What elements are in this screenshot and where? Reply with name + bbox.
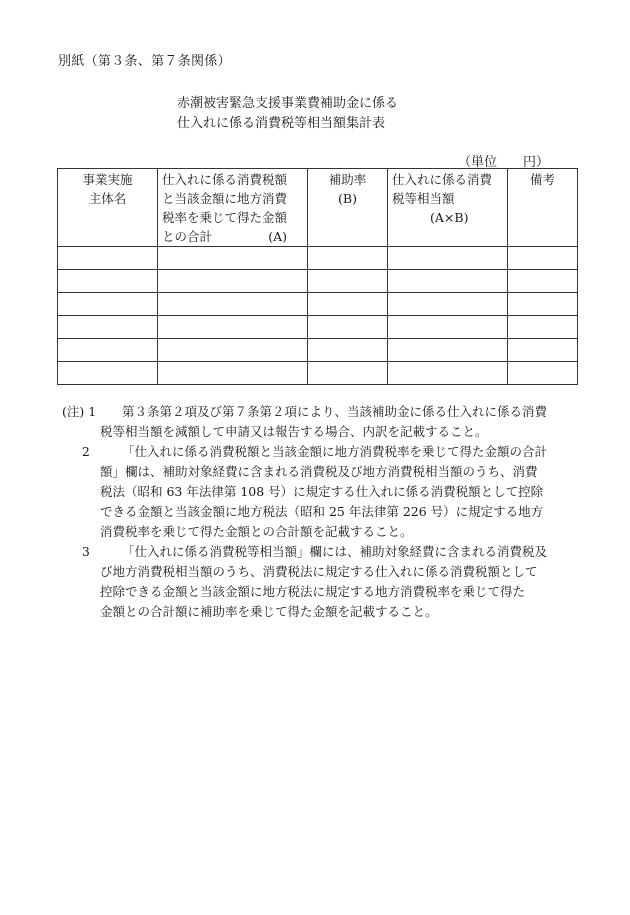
table-cell (58, 339, 158, 362)
table-cell (388, 247, 508, 270)
table-cell (58, 247, 158, 270)
table-cell (158, 339, 308, 362)
document-title (177, 94, 398, 134)
table-cell (158, 293, 308, 316)
note-line: 額」欄は、補助対象経費に含まれる消費税及び地方消費税相当額のうち、消費 (100, 464, 538, 479)
note-line: び地方消費税相当額のうち、消費税法に規定する仕入れに係る消費税額として (100, 564, 538, 579)
table-cell (508, 293, 578, 316)
table-cell (308, 362, 388, 385)
table-cell (58, 362, 158, 385)
table-cell (388, 362, 508, 385)
unit-label: （単位 円） (458, 155, 550, 170)
header-line: 備考 (529, 172, 555, 187)
header-line: と当該金額に地方消費 (162, 191, 288, 206)
note-line: 控除できる金額と当該金額に地方税法に規定する地方消費税率を乗じて得た (100, 584, 526, 599)
header-text: との合計 (162, 229, 213, 244)
table-cell (308, 339, 388, 362)
note-line: 消費税率を乗じて得た金額との合計額を記載すること。 (100, 524, 413, 539)
table-row (58, 316, 578, 339)
table-row (58, 339, 578, 362)
header-subsidy-rate (308, 169, 388, 247)
header-tax-total (158, 169, 308, 247)
header-symbol-axb: (A×B) (430, 210, 469, 225)
note-line: 第３条第２項及び第７条第２項により、当該補助金に係る仕入れに係る消費 (122, 404, 548, 419)
appendix-label: 別紙（第３条、第７条関係） (58, 54, 231, 69)
table-cell (308, 270, 388, 293)
table-cell (508, 362, 578, 385)
header-symbol-a: (A) (268, 229, 287, 244)
summary-table (57, 168, 578, 385)
table-cell (308, 293, 388, 316)
table-cell (158, 362, 308, 385)
table-cell (388, 339, 508, 362)
note-prefix (62, 542, 122, 562)
note-item (62, 542, 572, 562)
note-item (62, 442, 572, 462)
header-line: 事業実施 (82, 172, 133, 187)
header-remarks (508, 169, 578, 247)
table-row (58, 247, 578, 270)
note-prefix (62, 402, 122, 422)
note-line: 税法（昭和 63 年法律第 108 号）に規定する仕入れに係る消費税額として控除 (100, 484, 544, 499)
header-line: 主体名 (88, 191, 127, 206)
header-line (162, 227, 307, 246)
note-number: 1 (88, 404, 97, 419)
table-cell (508, 247, 578, 270)
table-cell (508, 339, 578, 362)
table-row (58, 270, 578, 293)
table-cell (58, 316, 158, 339)
table-cell (388, 293, 508, 316)
table-cell (308, 247, 388, 270)
note-item (62, 402, 572, 422)
note-line: 「仕入れに係る消費税額と当該金額に地方消費税率を乗じて得た金額の合計 (122, 444, 548, 459)
note-line: 金額との合計額に補助率を乗じて得た金額を記載すること。 (100, 604, 438, 619)
title-line-1: 赤潮被害緊急支援事業費補助金に係る (177, 96, 399, 111)
note-prefix (62, 442, 122, 462)
table-cell (58, 270, 158, 293)
note-line: できる金額と当該金額に地方税法（昭和 25 年法律第 226 号）に規定する地方 (100, 504, 544, 519)
table-cell (508, 316, 578, 339)
table-cell (508, 270, 578, 293)
table-cell (58, 293, 158, 316)
header-line: 仕入れに係る消費 (392, 172, 493, 187)
table-row (58, 362, 578, 385)
table-row (58, 293, 578, 316)
header-symbol-b: (B) (338, 191, 357, 206)
note-line: 「仕入れに係る消費税等相当額」欄には、補助対象経費に含まれる消費税及 (122, 544, 548, 559)
table-cell (388, 316, 508, 339)
title-line-2: 仕入れに係る消費税等相当額集計表 (177, 116, 386, 131)
note-number: 2 (81, 444, 90, 459)
header-entity-name (58, 169, 158, 247)
header-line: 税等相当額 (392, 191, 455, 206)
notes-section (62, 402, 572, 622)
table-cell (308, 316, 388, 339)
table-cell (158, 247, 308, 270)
note-line: 税等相当額を減額して申請又は報告する場合、内訳を記載すること。 (100, 424, 488, 439)
table-cell (158, 270, 308, 293)
header-tax-equivalent (388, 169, 508, 247)
table-cell (158, 316, 308, 339)
table-header-row (58, 169, 578, 247)
header-line: 税率を乗じて得た金額 (162, 210, 288, 225)
note-number: 3 (81, 544, 90, 559)
header-line: 補助率 (328, 172, 367, 187)
header-line: 仕入れに係る消費税額 (162, 172, 288, 187)
table-cell (388, 270, 508, 293)
notes-heading: (注) (62, 404, 85, 419)
